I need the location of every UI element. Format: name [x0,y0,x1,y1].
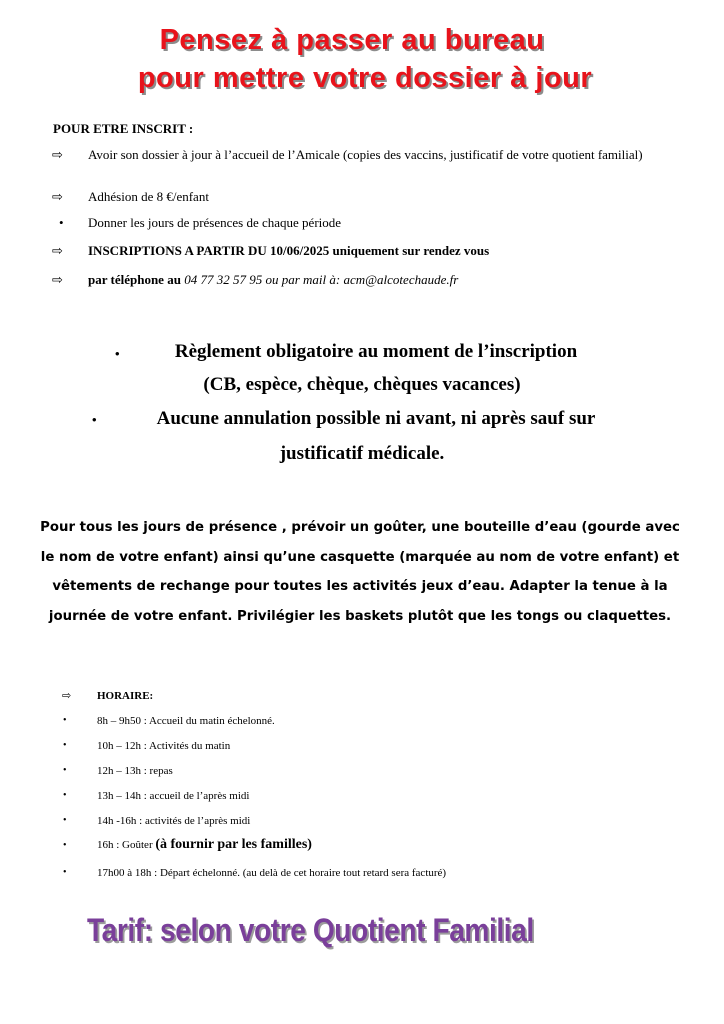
arrow-icon: ⇨ [52,243,63,258]
bullet-icon: • [63,740,67,751]
inscription-item-4: INSCRIPTIONS A PARTIR DU 10/06/2025 uniquement sur rendez vous [88,243,490,258]
gouter-note: (à fournir par les familles) [155,837,312,852]
inscription-item-1: Avoir son dossier à jour à l’accueil de l’Amicale (copies des vaccins, justificatif de votre quotient familial) [88,147,643,162]
contact-label: par téléphone au [88,272,185,287]
headline-line-1: Pensez à passer au bureau [159,24,545,56]
horaire-item: 10h – 12h : Activités du matin [97,740,231,752]
horaire-item: 13h – 14h : accueil de l’après midi [97,790,250,802]
bullet-icon: • [63,840,67,851]
arrow-icon: ⇨ [52,189,63,204]
horaire-title: HORAIRE: [97,690,154,702]
gouter-text: 16h : Goûter [97,839,156,851]
bullet-icon: • [63,867,67,878]
reglement-line-2: (CB, espèce, chèque, chèques vacances) [203,374,521,395]
bullet-icon: • [115,346,120,361]
bullet-icon: • [63,790,67,801]
horaire-item: 17h00 à 18h : Départ échelonné. (au delà de cet horaire tout retard sera facturé) [97,867,447,879]
bullet-icon: • [63,815,67,826]
tarif-banner: Tarif: selon votre Quotient Familial [87,912,534,948]
reglement-line-1: Règlement obligatoire au moment de l’inscription [174,341,578,362]
horaire-item: 12h – 13h : repas [97,765,173,777]
bullet-icon: • [59,215,64,230]
reglement-line-4: justificatif médicale. [279,443,445,464]
arrow-icon: ⇨ [52,147,63,162]
horaire-item-gouter [97,837,312,853]
inscription-item-5 [88,272,688,288]
headline-line-2: pour mettre votre dossier à jour [137,62,593,94]
inscription-item-3: Donner les jours de présences de chaque période [88,215,342,230]
arrow-icon: ⇨ [62,690,72,702]
inscription-title: POUR ETRE INSCRIT : [53,121,194,136]
arrow-icon: ⇨ [52,272,63,287]
inscription-item-2: Adhésion de 8 €/enfant [88,189,209,204]
bullet-icon: • [92,412,97,427]
reglement-line-3: Aucune annulation possible ni avant, ni après sauf sur [156,408,596,429]
horaire-item: 8h – 9h50 : Accueil du matin échelonné. [97,715,275,727]
bullet-icon: • [63,715,67,726]
bullet-icon: • [63,765,67,776]
presence-paragraph: Pour tous les jours de présence , prévoir un goûter, une bouteille d’eau (gourde avec le nom de votre enfant) ainsi qu’une casquette (marquée au nom de votre enfant) et vêtements de rechange pour toutes les activités jeux d’eau. Adapter la tenue à la journée de votre enfant. Privilégier les baskets plutôt que les tongs ou claquettes. [40,520,680,624]
contact-details: 04 77 32 57 95 ou par mail à: acm@alcotechaude.fr [184,272,459,287]
horaire-item: 14h -16h : activités de l’après midi [97,815,251,827]
